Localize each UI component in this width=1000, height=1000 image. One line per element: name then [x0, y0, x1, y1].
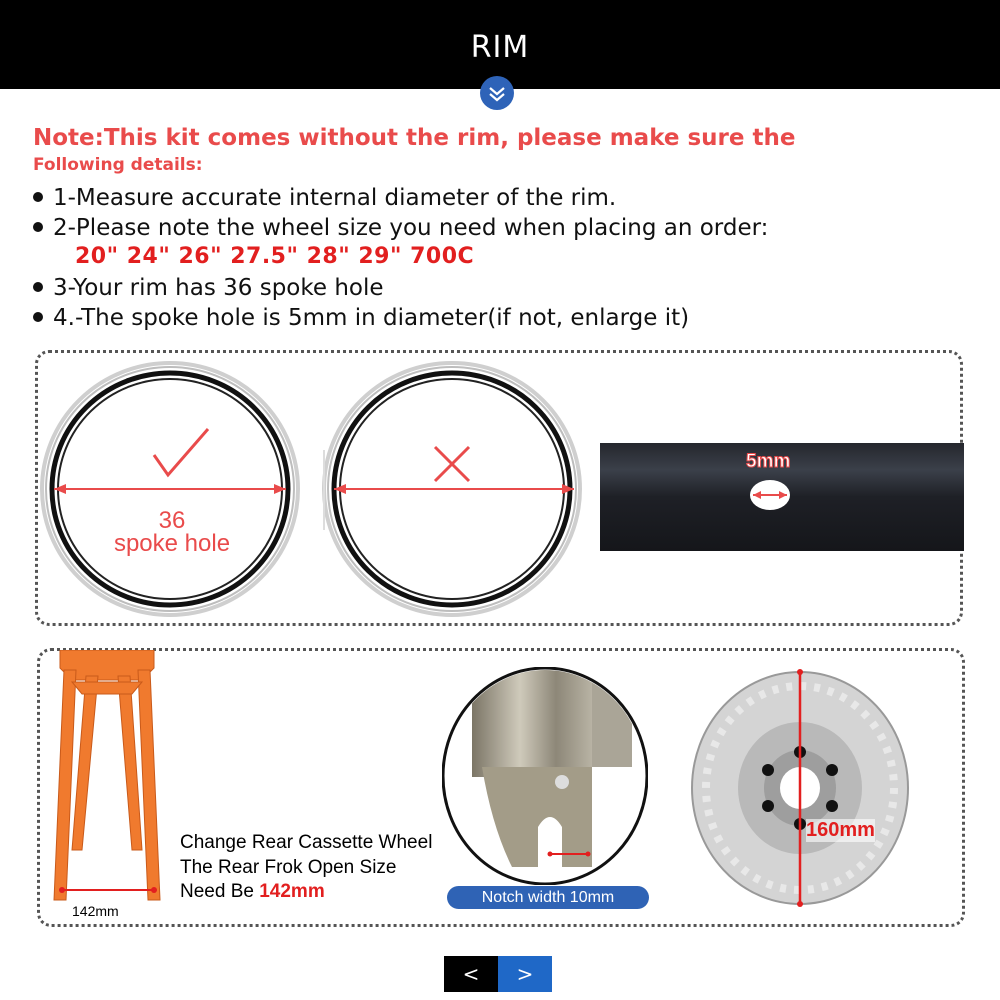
page-title: RIM: [470, 30, 530, 65]
fork-caption-line2: The Rear Frok Open Size: [180, 857, 397, 878]
bullet-dot-icon: [33, 312, 43, 322]
fork-caption-line3: Need Be 142mm: [180, 881, 325, 902]
bullet-item: 1-Measure accurate internal diameter of the rim.: [33, 185, 616, 211]
spoke-count: 36: [158, 507, 186, 534]
prev-button[interactable]: <: [444, 956, 498, 992]
bullet-dot-icon: [33, 192, 43, 202]
bullet-item: 2-Please note the wheel size you need when placing an order:: [33, 215, 768, 241]
brake-disc-image: [688, 668, 912, 908]
notch-width-badge: Notch width 10mm: [447, 886, 649, 909]
bullet-item: 3-Your rim has 36 spoke hole: [33, 275, 384, 301]
fork-size-value: 142mm: [259, 881, 325, 902]
hole-size-label: 5mm: [746, 451, 791, 472]
check-icon: [150, 425, 214, 481]
rim-correct-image: [40, 360, 304, 618]
chevron-down-icon: [480, 76, 514, 110]
next-button[interactable]: >: [498, 956, 552, 992]
rear-fork-image: [42, 650, 172, 918]
cross-icon: [432, 444, 472, 484]
fork-caption-line1: Change Rear Cassette Wheel: [180, 832, 433, 853]
note-subheading: Following details:: [33, 155, 203, 175]
bullet-dot-icon: [33, 282, 43, 292]
fork-width-label: 142mm: [72, 903, 119, 919]
disc-size-label: 160mm: [806, 819, 875, 841]
bullet-dot-icon: [33, 222, 43, 232]
note-heading: Note:This kit comes without the rim, please make sure the: [33, 125, 796, 151]
bullet-item: 4.-The spoke hole is 5mm in diameter(if not, enlarge it): [33, 305, 689, 331]
dropout-image: [442, 667, 648, 885]
wheel-sizes: 20" 24" 26" 27.5" 28" 29" 700C: [75, 244, 475, 269]
rim-wrong-image: [320, 360, 584, 618]
spoke-hole-label: spoke hole: [113, 530, 231, 557]
